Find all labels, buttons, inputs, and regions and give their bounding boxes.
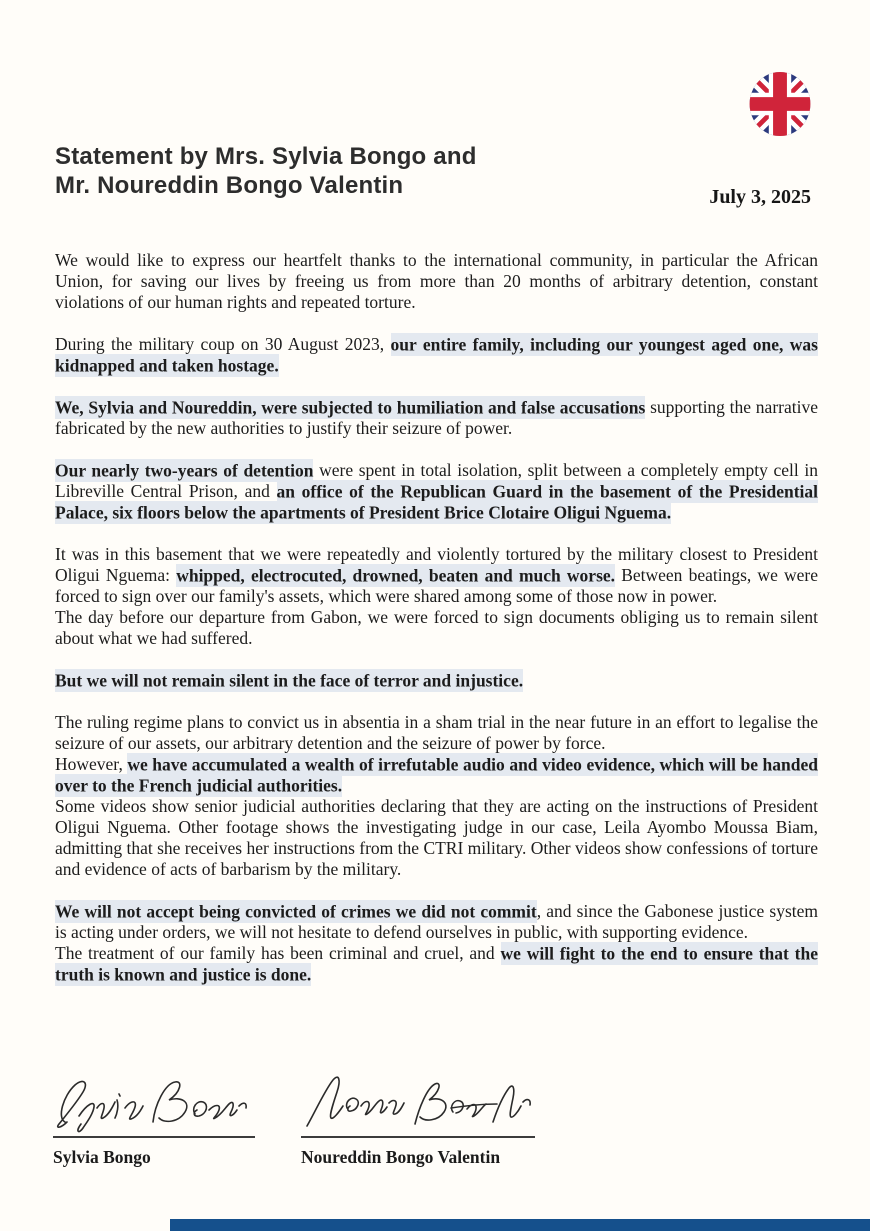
paragraph <box>55 544 818 649</box>
title-line-1: Statement by Mrs. Sylvia Bongo and <box>55 143 477 170</box>
highlighted-text: whipped, electrocuted, drowned, beaten and much worse. <box>176 565 616 585</box>
highlighted-text: We, Sylvia and Noureddin, were subjected to humiliation and false accusations <box>55 397 646 417</box>
paragraph <box>55 712 818 880</box>
body-text: Some videos show senior judicial authorities declaring that they are acting on the instructions of President Oligui Nguema. Other footage shows the investigating judge in our case, Leila Ayombo Moussa Biam, admitting that she receives her instructions from the CTRI military. Other videos show confessions of torture and evidence of acts of barbarism by the military. <box>55 796 818 879</box>
highlighted-text: an office of the Republican Guard in the basement of the Presidential Palace, six floors below the apartments of President Brice Clotaire Oligui Nguema. <box>55 481 818 522</box>
highlighted-text: we will fight to the end to ensure that the truth is known and justice is done. <box>55 943 818 984</box>
signature-section <box>53 1072 535 1168</box>
signature-name-noureddin: Noureddin Bongo Valentin <box>301 1147 501 1167</box>
body-text: , and since the Gabonese justice system is acting under orders, we will not hesitate to defend ourselves in public, with supporting evidence. <box>55 901 818 942</box>
body-text: supporting the narrative fabricated by the new authorities to justify their seizure of power. <box>55 397 818 438</box>
paragraph <box>55 334 818 376</box>
highlighted-text: Our nearly two-years of detention <box>55 460 314 480</box>
document-body <box>55 250 818 985</box>
body-text: It was in this basement that we were repeatedly and violently tortured by the military closest to President Oligui Nguema: <box>55 544 818 585</box>
body-text: However, <box>55 754 128 774</box>
highlighted-text: We will not accept being convicted of crimes we did not commit <box>55 901 537 921</box>
title-line-2: Mr. Noureddin Bongo Valentin <box>55 172 404 199</box>
signature-block-sylvia <box>53 1072 255 1168</box>
highlighted-text: our entire family, including our youngest aged one, was kidnapped and taken hostage. <box>55 334 818 375</box>
body-text: The day before our departure from Gabon, we were forced to sign documents obliging us to remain silent about what we had suffered. <box>55 607 818 648</box>
paragraph <box>55 250 818 313</box>
body-text: The ruling regime plans to convict us in absentia in a sham trial in the near future in an effort to legalise the seizure of our assets, our arbitrary detention and the seizure of power by force. <box>55 712 818 753</box>
paragraph <box>55 460 818 523</box>
highlighted-text: But we will not remain silent in the face of terror and injustice. <box>55 670 524 690</box>
body-text: Between beatings, we were forced to sign over our family's assets, which were shared among some of those now in power. <box>55 565 819 606</box>
document-date: July 3, 2025 <box>709 186 811 208</box>
signature-name-sylvia: Sylvia Bongo <box>53 1147 151 1167</box>
body-text: During the military coup on 30 August 2023, <box>55 334 391 354</box>
page-title <box>55 142 615 200</box>
signature-script-noureddin-icon <box>301 1072 535 1136</box>
signature-script-sylvia-icon <box>53 1072 255 1136</box>
footer-accent-bar <box>170 1219 870 1231</box>
body-text: We would like to express our heartfelt thanks to the international community, in particular the African Union, for saving our lives by freeing us from more than 20 months of arbitrary detention, constant violations of our human rights and repeated torture. <box>55 250 818 312</box>
signature-block-noureddin <box>301 1072 535 1168</box>
paragraph <box>55 670 818 691</box>
paragraph <box>55 901 818 985</box>
body-text: were spent in total isolation, split between a completely empty cell in Libreville Central Prison, and <box>55 460 818 501</box>
uk-flag-icon <box>748 72 812 141</box>
paragraph <box>55 397 818 439</box>
body-text: The treatment of our family has been criminal and cruel, and <box>55 943 501 963</box>
highlighted-text: we have accumulated a wealth of irrefutable audio and video evidence, which will be handed over to the French judicial authorities. <box>55 754 818 795</box>
